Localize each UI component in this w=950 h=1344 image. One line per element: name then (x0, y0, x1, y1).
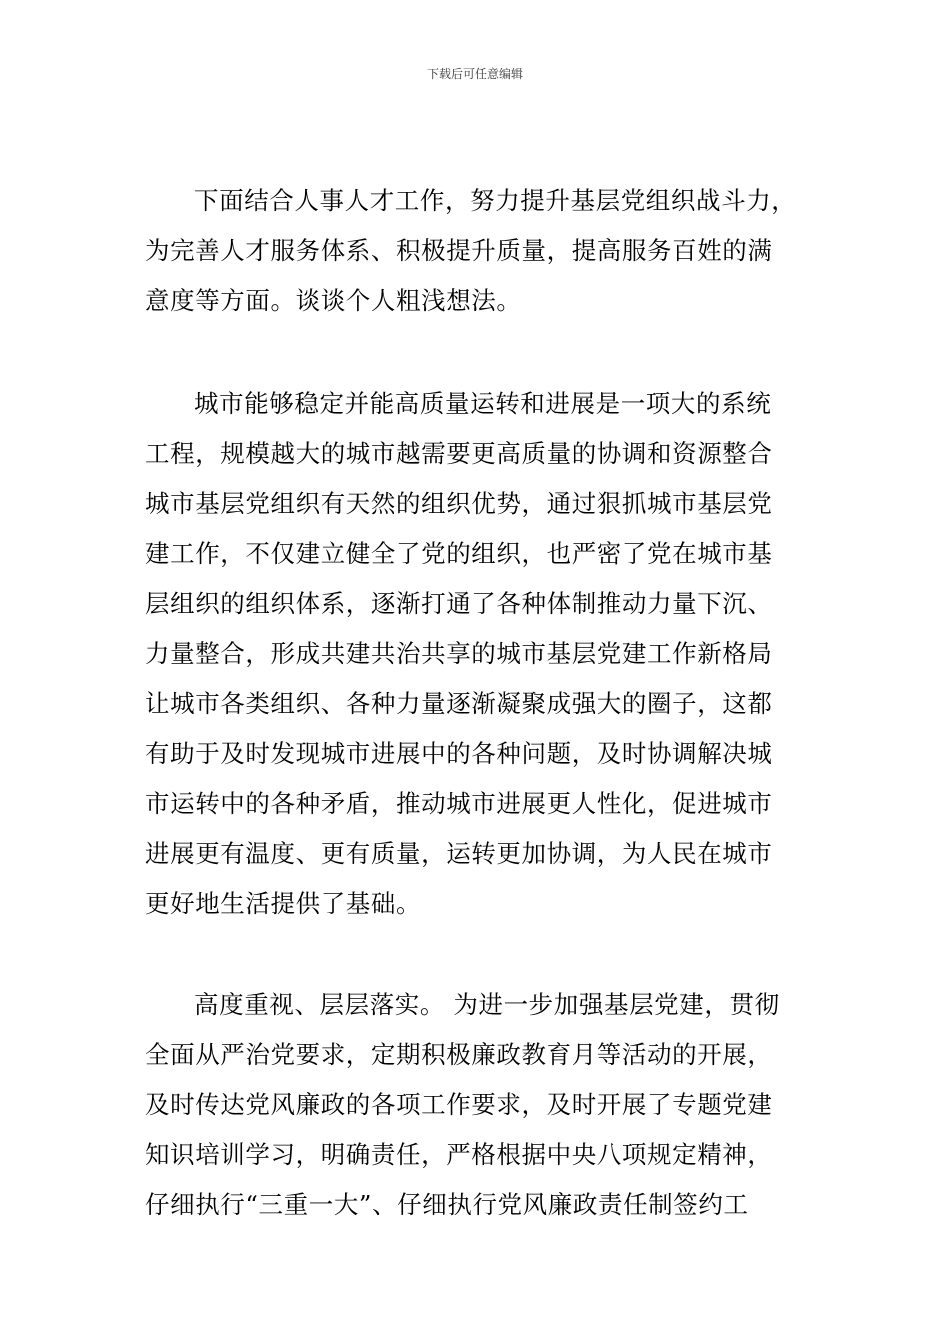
paragraph-line: 让城市各类组织、各种力量逐渐凝聚成强大的圈子，这都 (145, 689, 773, 718)
paragraph-line: 下面结合人事人才工作，努力提升基层党组织战斗力， (194, 186, 797, 215)
paragraph-1 (145, 176, 815, 326)
page-header: 下载后可任意编辑 (426, 67, 523, 81)
paragraph-line: 力量整合，形成共建共治共享的城市基层党建工作新格局 (145, 639, 773, 668)
paragraph-line: 有助于及时发现城市进展中的各种问题，及时协调解决城 (145, 739, 773, 768)
paragraph-line: 更好地生活提供了基础。 (145, 889, 422, 918)
paragraph-line: 知识培训学习，明确责任，严格根据中央八项规定精神， (145, 1140, 773, 1169)
paragraph-line: 建工作，不仅建立健全了党的组织，也严密了党在城市基 (145, 539, 773, 568)
paragraph-line: 为完善人才服务体系、积极提升质量，提高服务百姓的满 (145, 236, 773, 265)
paragraph-line: 城市基层党组织有天然的组织优势，通过狠抓城市基层党 (145, 489, 773, 518)
paragraph-line: 全面从严治党要求，定期积极廉政教育月等活动的开展， (145, 1040, 773, 1069)
paragraph-line: 市运转中的各种矛盾，推动城市进展更人性化，促进城市 (145, 789, 773, 818)
document-body (145, 176, 815, 1230)
paragraph-line: 及时传达党风廉政的各项工作要求，及时开展了专题党建 (145, 1090, 773, 1119)
paragraph-2 (145, 379, 815, 929)
paragraph-line: 仔细执行“三重一大”、仔细执行党风廉政责任制签约工 (145, 1190, 749, 1219)
paragraph-3 (145, 980, 815, 1230)
paragraph-line: 工程，规模越大的城市越需要更高质量的协调和资源整合 (145, 439, 773, 468)
paragraph-line: 进展更有温度、更有质量，运转更加协调，为人民在城市 (145, 839, 773, 868)
paragraph-line: 高度重视、层层落实。 为进一步加强基层党建，贯彻 (194, 990, 780, 1019)
paragraph-line: 层组织的组织体系，逐渐打通了各种体制推动力量下沉、 (145, 589, 773, 618)
paragraph-line: 城市能够稳定并能高质量运转和进展是一项大的系统 (194, 389, 772, 418)
paragraph-line: 意度等方面。谈谈个人粗浅想法。 (145, 286, 522, 315)
